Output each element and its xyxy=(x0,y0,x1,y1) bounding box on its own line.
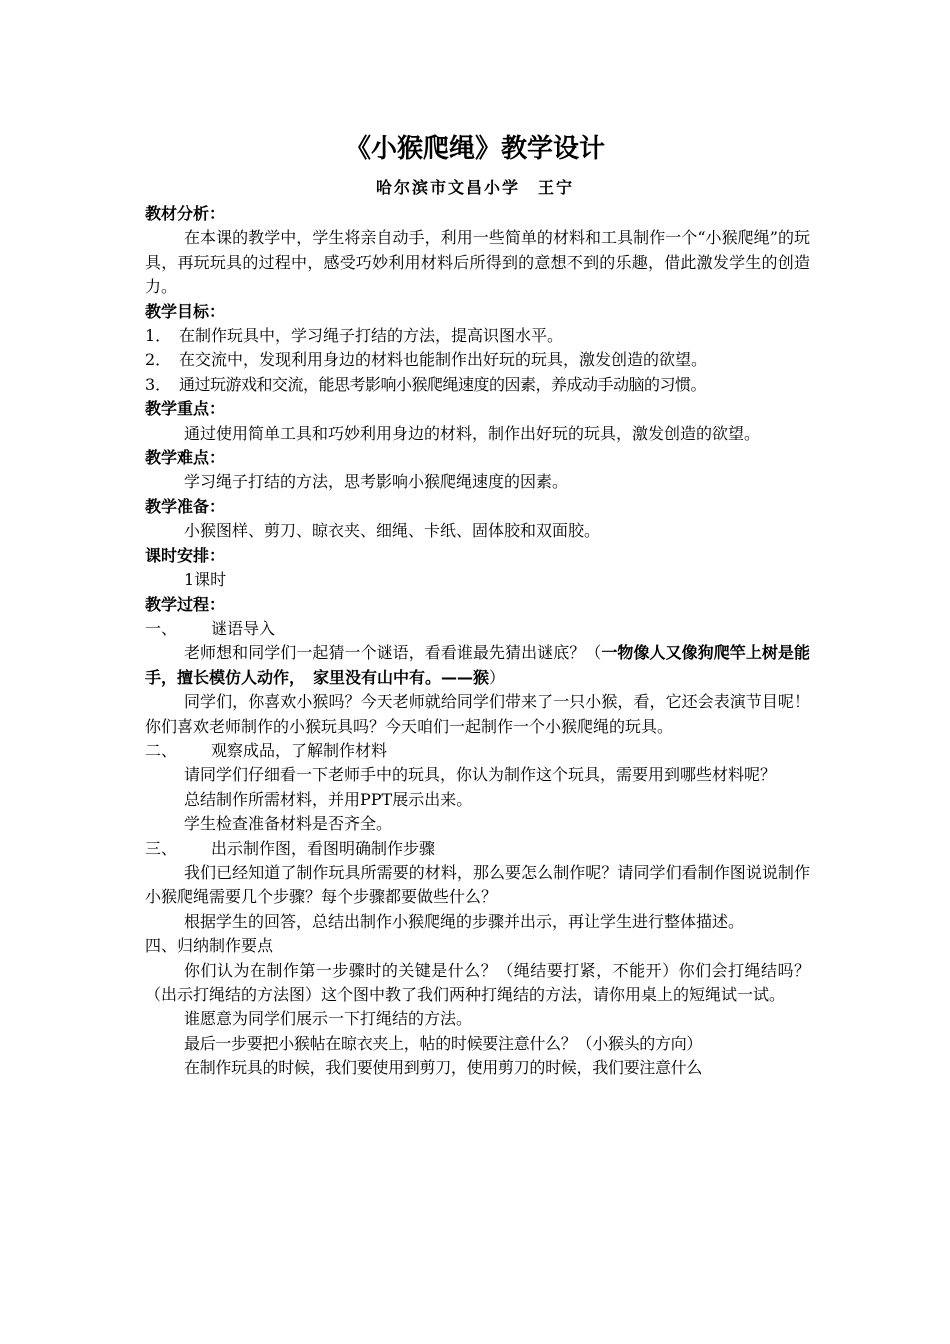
section-2-paragraph: 总结制作所需材料，并用PPT展示出来。 xyxy=(184,789,473,809)
section-4-paragraph: 谁愿意为同学们展示一下打绳结的方法。 xyxy=(184,1009,473,1029)
goal-text: 在制作玩具中，学习绳子打结的方法，提高识图水平。 xyxy=(179,326,564,346)
document-title: 《小猴爬绳》教学设计 xyxy=(344,134,605,164)
difficulties-heading: 教学难点： xyxy=(145,448,226,468)
author-line: 哈尔滨市文昌小学 王宁 xyxy=(375,178,574,197)
section-1-paragraph: 同学们，你喜欢小猴吗？今天老师就给同学们带来了一只小猴，看，它还会表演节目呢！你们喜欢老师制作的小猴玩具吗？今天咱们一起制作一个小猴爬绳的玩具。 xyxy=(145,692,810,736)
section-4-title: 四、归纳制作要点 xyxy=(145,936,274,956)
section-4-paragraph: 最后一步要把小猴帖在晾衣夹上，帖的时候要注意什么？（小猴头的方向） xyxy=(184,1033,703,1053)
process-heading: 教学过程： xyxy=(145,594,226,614)
section-number: 一、 xyxy=(145,618,178,638)
section-3-paragraph: 根据学生的回答，总结出制作小猴爬绳的步骤并出示，再让学生进行整体描述。 xyxy=(184,911,745,931)
difficulties-text: 学习绳子打结的方法，思考影响小猴爬绳速度的因素。 xyxy=(184,472,569,492)
preparation-heading: 教学准备： xyxy=(145,496,226,516)
section-2-paragraph: 请同学们仔细看一下老师手中的玩具，你认为制作这个玩具，需要用到哪些材料呢？ xyxy=(184,765,777,785)
goal-number: 1． xyxy=(145,326,172,346)
schedule-heading: 课时安排： xyxy=(145,545,226,565)
analysis-heading: 教材分析： xyxy=(145,204,226,223)
section-3-paragraph: 我们已经知道了制作玩具所需要的材料，那么要怎么制作呢？请同学们看制作图说说制作小猴爬绳需要几个步骤？每个步骤都要做些什么？ xyxy=(145,862,810,907)
preparation-text: 小猴图样、剪刀、晾衣夹、细绳、卡纸、固体胶和双面胶。 xyxy=(184,521,601,541)
section-2-paragraph: 学生检查准备材料是否齐全。 xyxy=(184,814,393,834)
section-title-text: 观察成品，了解制作材料 xyxy=(211,740,388,760)
document-body xyxy=(145,202,810,1081)
section-number: 二、 xyxy=(145,740,178,760)
goal-item xyxy=(145,324,810,348)
section-1-paragraph xyxy=(145,641,810,690)
section-2-title xyxy=(145,739,810,763)
goal-item xyxy=(145,348,810,372)
key-points-heading: 教学重点： xyxy=(145,399,226,419)
schedule-text: 1课时 xyxy=(184,570,227,590)
key-points-text: 通过使用简单工具和巧妙利用身边的材料，制作出好玩的玩具，激发创造的欲望。 xyxy=(184,423,761,443)
riddle-text: 一物像人又像狗爬竿上树是能手，擅长模仿人动作， 家里没有山中有。——猴 xyxy=(145,643,810,687)
goals-heading: 教学目标： xyxy=(145,301,226,321)
section-1-title xyxy=(145,617,810,641)
section-title-text: 出示制作图，看图明确制作步骤 xyxy=(211,838,436,858)
riddle-tail: ） xyxy=(489,667,506,687)
riddle-lead: 老师想和同学们一起猜一个谜语，看看谁最先猜出谜底？（ xyxy=(184,643,602,663)
section-title-text: 谜语导入 xyxy=(211,618,276,638)
analysis-text: 在本课的教学中，学生将亲自动手，利用一些简单的材料和工具制作一个“小猴爬绳”的玩具，再玩玩具的过程中，感受巧妙利用材料后所得到的意想不到的乐趣，借此激发学生的创造力。 xyxy=(145,228,810,297)
goal-number: 2． xyxy=(145,350,172,370)
section-number: 三、 xyxy=(145,838,178,858)
goal-text: 通过玩游戏和交流，能思考影响小猴爬绳速度的因素，养成动手动脑的习惯。 xyxy=(179,374,707,394)
goal-text: 在交流中，发现利用身边的材料也能制作出好玩的玩具，激发创造的欲望。 xyxy=(179,350,708,370)
goal-item xyxy=(145,373,810,397)
section-4-paragraph: 在制作玩具的时候，我们要使用到剪刀，使用剪刀的时候，我们要注意什么 xyxy=(184,1058,703,1078)
goal-number: 3． xyxy=(145,374,172,394)
section-4-paragraph: 你们认为在制作第一步骤时的关键是什么？（绳结要打紧，不能开）你们会打绳结吗？（出示打绳结的方法图）这个图中教了我们两种打绳结的方法，请你用桌上的短绳试一试。 xyxy=(145,960,810,1004)
section-3-title xyxy=(145,837,810,861)
